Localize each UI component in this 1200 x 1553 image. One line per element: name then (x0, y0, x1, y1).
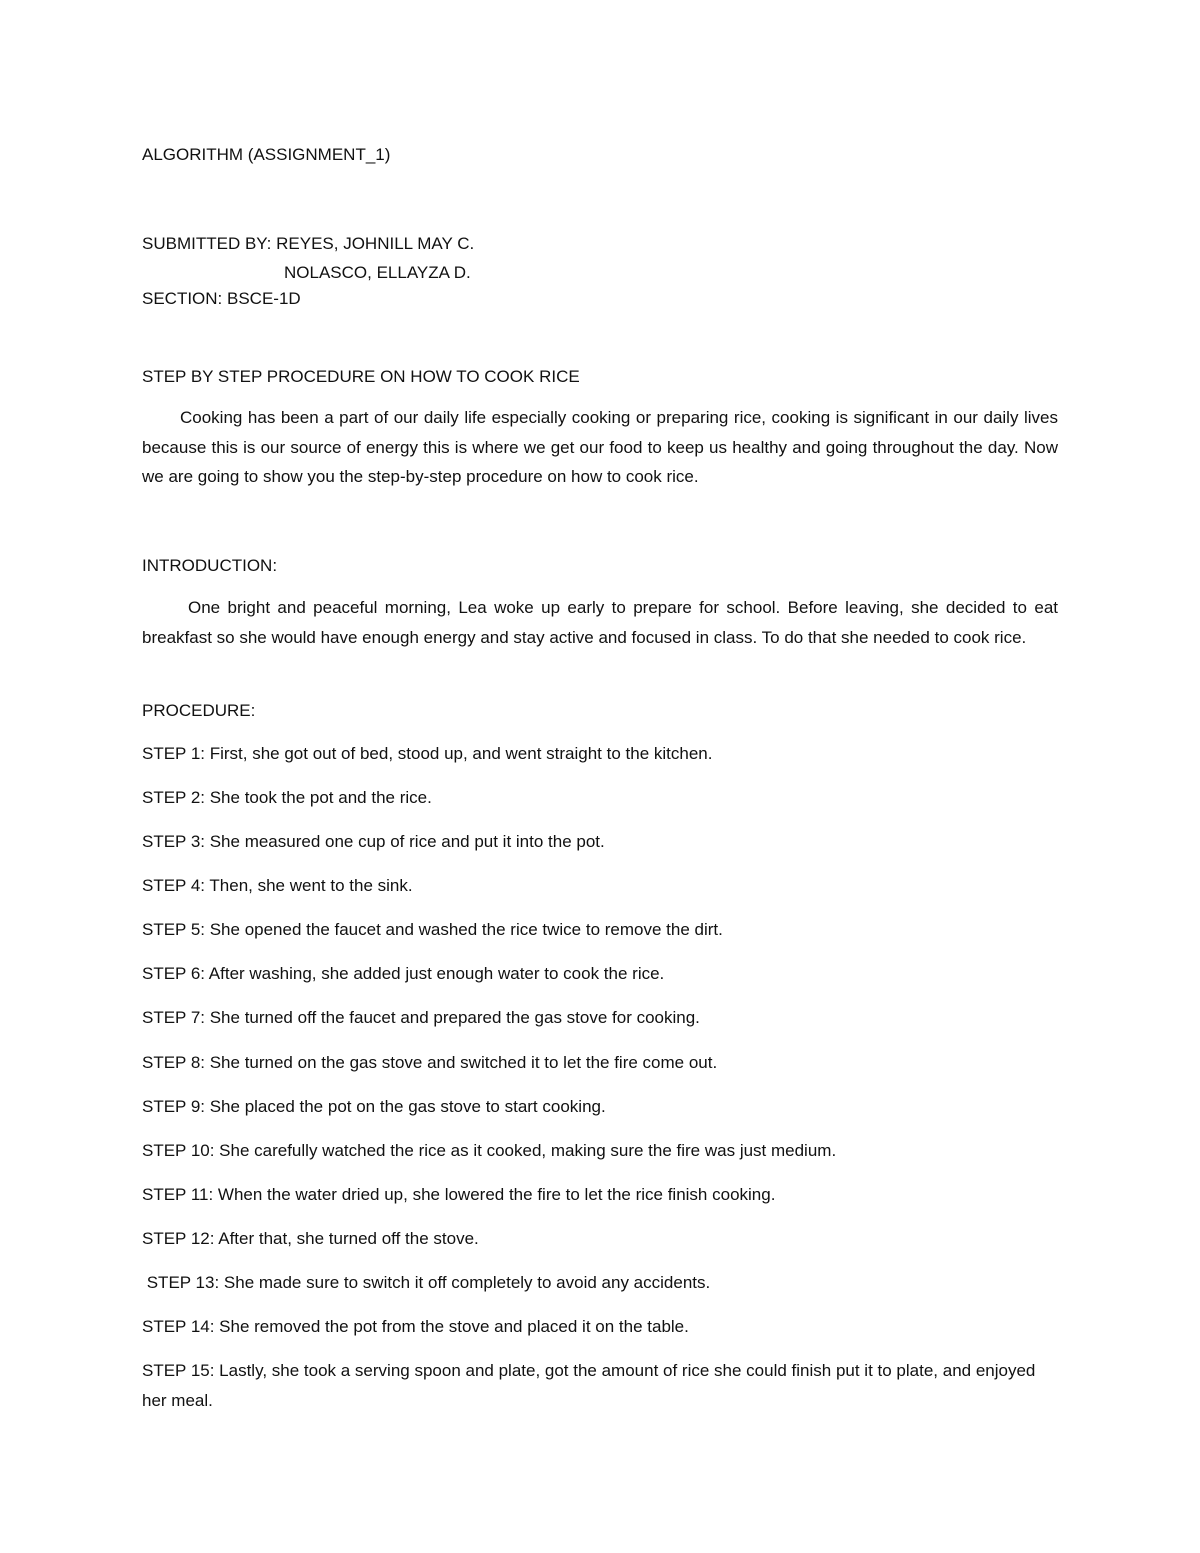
step-item: STEP 14: She removed the pot from the stove and placed it on the table. (142, 1317, 689, 1336)
submitted-by-second-name: NOLASCO, ELLAYZA D. (284, 263, 471, 282)
step-item: STEP 2: She took the pot and the rice. (142, 788, 432, 807)
step-item: STEP 11: When the water dried up, she lowered the fire to let the rice finish cooking. (142, 1185, 776, 1204)
section-line: SECTION: BSCE-1D (142, 289, 301, 308)
introduction-heading: INTRODUCTION: (142, 556, 278, 575)
overview-paragraph (142, 403, 1058, 492)
document-title: ALGORITHM (ASSIGNMENT_1) (142, 145, 391, 164)
introduction-paragraph (142, 593, 1058, 652)
overview-text: Cooking has been a part of our daily life especially cooking or preparing rice, cooking is significant in our daily lives because this is our source of energy this is where we get our food to keep us healthy and going throughout the day. Now we are going to show you the step-by-step procedure on how to cook rice. (142, 408, 1058, 486)
document-subtitle: STEP BY STEP PROCEDURE ON HOW TO COOK RICE (142, 367, 580, 386)
step-item: STEP 10: She carefully watched the rice as it cooked, making sure the fire was just medium. (142, 1141, 837, 1160)
step-item: STEP 4: Then, she went to the sink. (142, 876, 413, 895)
step-item: STEP 7: She turned off the faucet and prepared the gas stove for cooking. (142, 1008, 700, 1027)
step-item: STEP 15: Lastly, she took a serving spoon and plate, got the amount of rice she could finish put it to plate, and enjoyed her meal. (142, 1361, 1036, 1410)
step-item: STEP 6: After washing, she added just enough water to cook the rice. (142, 964, 665, 983)
submitted-by-line: SUBMITTED BY: REYES, JOHNILL MAY C. (142, 234, 475, 253)
procedure-heading: PROCEDURE: (142, 701, 256, 720)
step-item: STEP 13: She made sure to switch it off completely to avoid any accidents. (142, 1273, 711, 1292)
step-item: STEP 1: First, she got out of bed, stood up, and went straight to the kitchen. (142, 744, 713, 763)
step-item: STEP 8: She turned on the gas stove and switched it to let the fire come out. (142, 1053, 718, 1072)
step-item: STEP 12: After that, she turned off the stove. (142, 1229, 479, 1248)
step-item: STEP 9: She placed the pot on the gas stove to start cooking. (142, 1097, 606, 1116)
step-item: STEP 3: She measured one cup of rice and put it into the pot. (142, 832, 605, 851)
step-item: STEP 5: She opened the faucet and washed the rice twice to remove the dirt. (142, 920, 723, 939)
introduction-text: One bright and peaceful morning, Lea woke up early to prepare for school. Before leaving, she decided to eat breakfast so she would have enough energy and stay active and focused in class. To do that she needed to cook rice. (142, 598, 1058, 647)
